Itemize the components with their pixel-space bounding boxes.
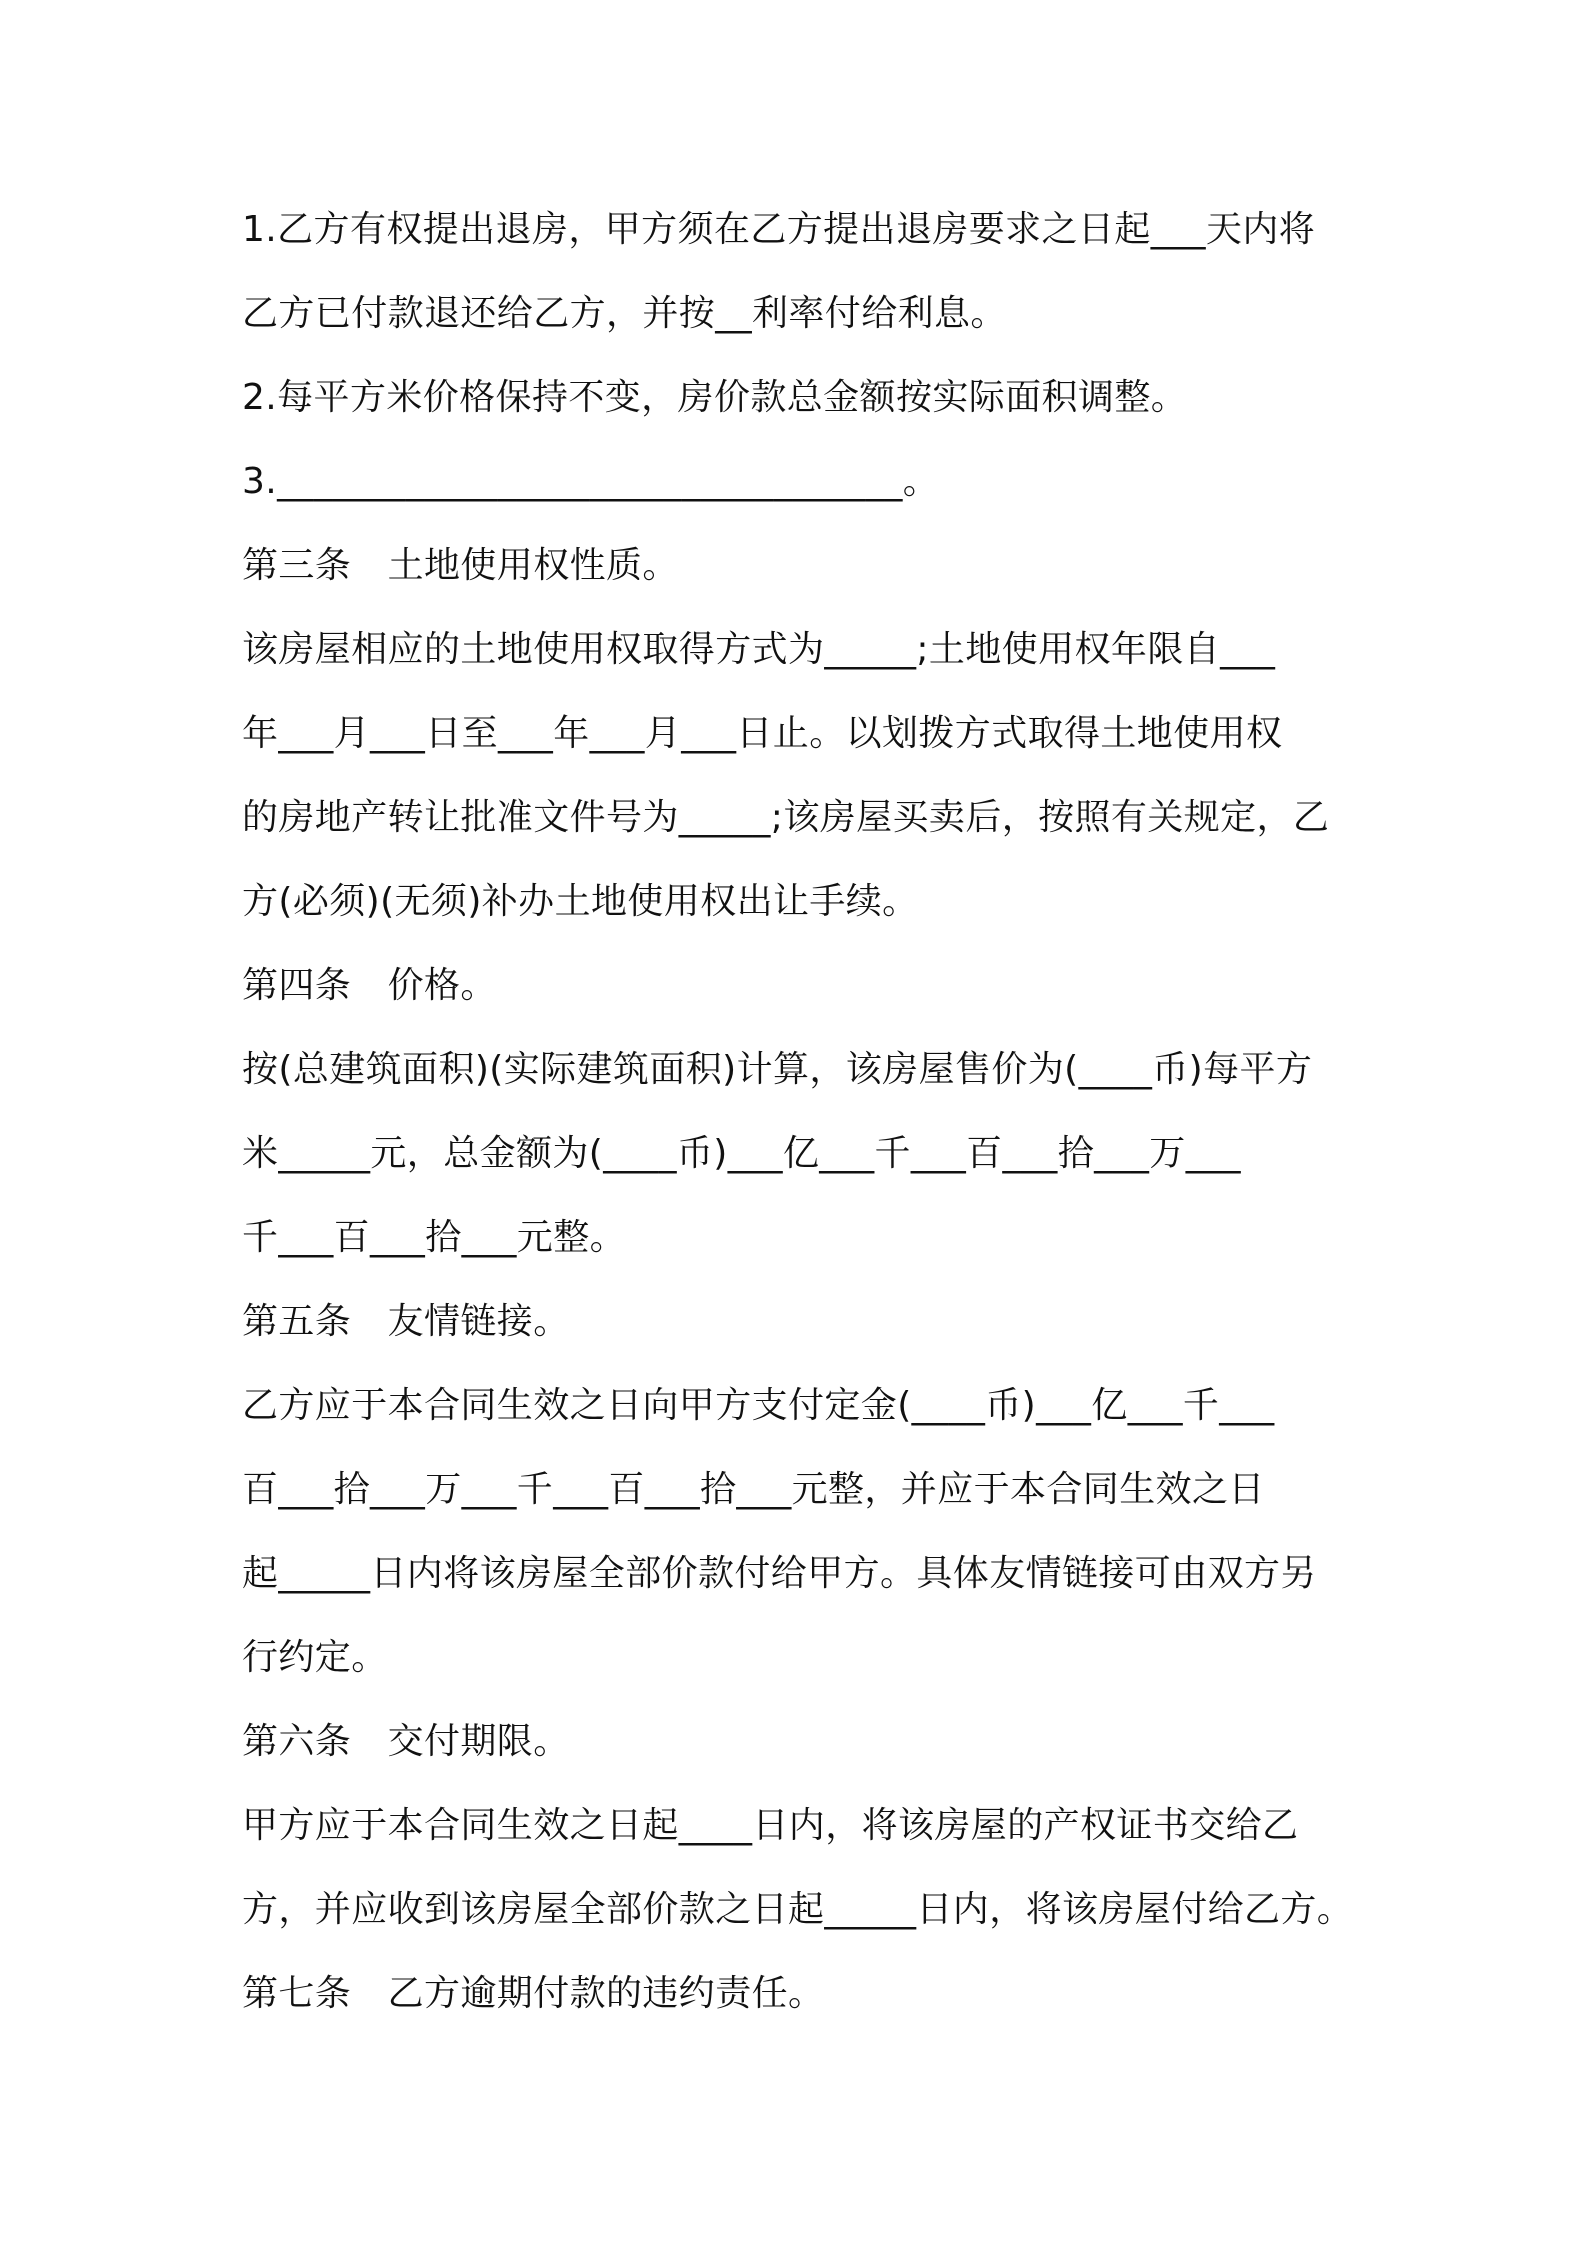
article-5-heading: 第五条 友情链接。: [242, 1301, 570, 1342]
article-6-body: [242, 1784, 1362, 1952]
text-line: 方，并应收到该房屋全部价款之日起_____日内，将该房屋付给乙方。: [242, 1889, 1354, 1930]
text-line: 起_____日内将该房屋全部价款付给甲方。具体友情链接可由双方另: [242, 1553, 1317, 1594]
text-line: 行约定。: [242, 1637, 388, 1678]
article-4-heading: 第四条 价格。: [242, 965, 497, 1006]
article-4-body: [242, 1028, 1362, 1280]
text-line: 米_____元，总金额为(____币)___亿___千___百___拾___万___: [242, 1133, 1241, 1174]
article-3-heading: 第三条 土地使用权性质。: [242, 545, 679, 586]
text-line: 的房地产转让批准文件号为_____;该房屋买卖后，按照有关规定，乙: [242, 797, 1330, 838]
text-line: 方(必须)(无须)补办土地使用权出让手续。: [242, 881, 919, 922]
text-line: 千___百___拾___元整。: [242, 1217, 626, 1258]
clause-2-item-1: [242, 188, 1362, 356]
text-line: 1.乙方有权提出退房，甲方须在乙方提出退房要求之日起___天内将: [242, 209, 1316, 250]
text-line: 该房屋相应的土地使用权取得方式为_____;土地使用权年限自___: [242, 629, 1276, 670]
article-5-body: [242, 1364, 1362, 1700]
text-line: 百___拾___万___千___百___拾___元整，并应于本合同生效之日: [242, 1469, 1265, 1510]
text-line: 乙方已付款退还给乙方，并按__利率付给利息。: [242, 293, 1007, 334]
text-line: 年___月___日至___年___月___日止。以划拨方式取得土地使用权: [242, 713, 1283, 754]
article-7-heading: 第七条 乙方逾期付款的违约责任。: [242, 1973, 825, 2014]
text-line: 按(总建筑面积)(实际建筑面积)计算，该房屋售价为(____币)每平方: [242, 1049, 1313, 1090]
text-line: 乙方应于本合同生效之日向甲方支付定金(____币)___亿___千___: [242, 1385, 1275, 1426]
article-6-heading: 第六条 交付期限。: [242, 1721, 570, 1762]
text-line: 3.__________________________________。: [242, 461, 940, 502]
clause-2-item-2: [242, 356, 1362, 440]
text-line: 2.每平方米价格保持不变，房价款总金额按实际面积调整。: [242, 377, 1188, 418]
text-line: 甲方应于本合同生效之日起____日内，将该房屋的产权证书交给乙: [242, 1805, 1299, 1846]
article-3-body: [242, 608, 1362, 944]
clause-2-item-3: [242, 440, 1362, 524]
document-body: [242, 188, 1362, 2036]
